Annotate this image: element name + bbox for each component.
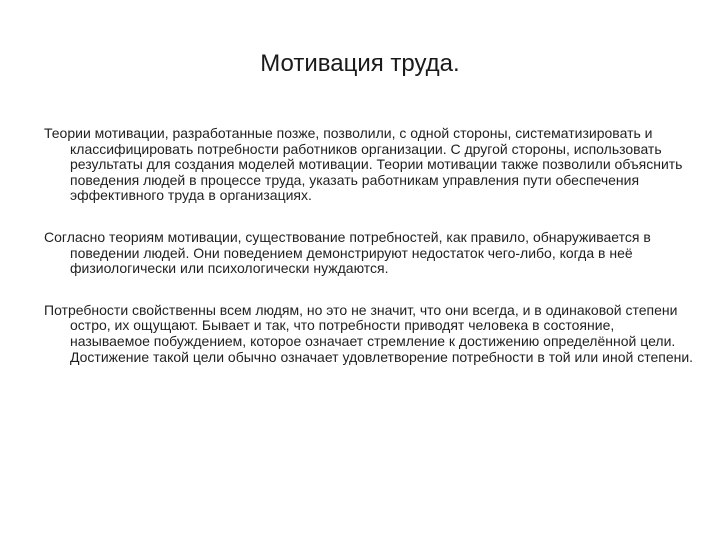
paragraph-needs-motivation: Потребности свойственны всем людям, но это не значит, что они всегда, и в одинаковой степени остро, их ощущают. Бывает и так, что потребности приводят человека в состояние, называемое побуждением, которое означает стремление к достижению определённой цели. Достижение такой цели обычно означает удовлетворение потребности в той или иной степени. <box>44 301 694 365</box>
slide-body <box>44 126 694 391</box>
paragraph-motivation-theories: Теории мотивации, разработанные позже, позволили, с одной стороны, систематизировать и классифицировать потребности работников организации. С другой стороны, использовать результаты для создания моделей мотивации. Теории мотивации также позволили объяснить поведения людей в процессе труда, указать работникам управления пути обеспечения эффективного труда в организациях. <box>44 125 683 204</box>
slide-title: Мотивация труда. <box>260 50 460 77</box>
paragraph-needs-behavior: Согласно теориям мотивации, существование потребностей, как правило, обнаруживается в поведении людей. Они поведением демонстрируют недостаток чего-либо, когда в неё физиологически или психологически нуждаются. <box>44 228 651 277</box>
